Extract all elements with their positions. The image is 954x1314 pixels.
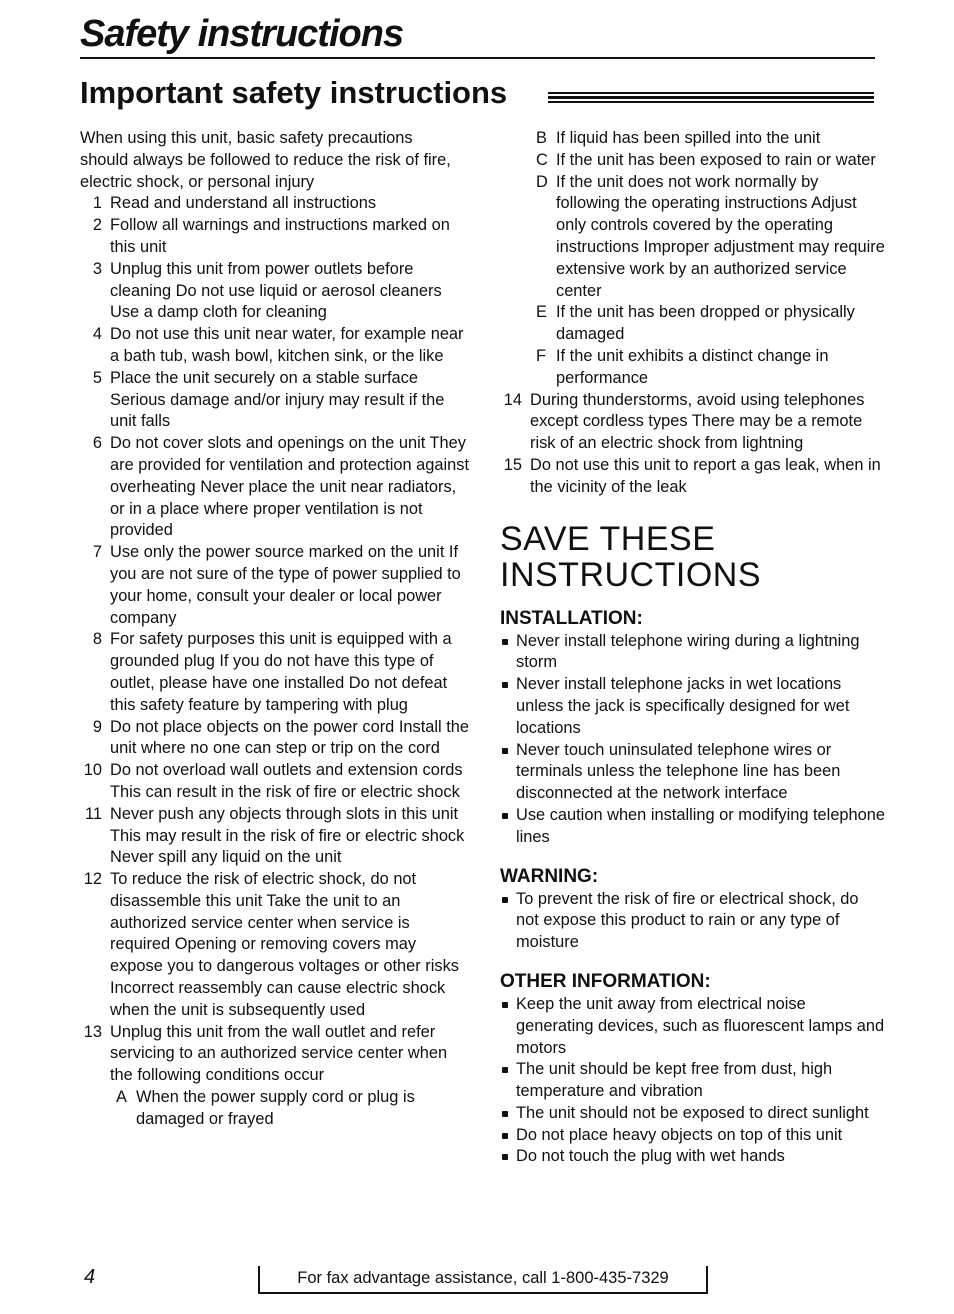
instruction-text: Follow all warnings and instructions marked on this unit [110, 216, 450, 256]
instruction-item-13 [80, 1022, 470, 1131]
instruction-text: Place the unit securely on a stable surface Serious damage and/or injury may result if the unit falls [110, 368, 445, 431]
page-number: 4 [84, 1266, 96, 1288]
condition-item-b [500, 128, 885, 150]
other-information-list [500, 994, 885, 1168]
instruction-item-3 [80, 259, 470, 324]
right-column [500, 128, 885, 1168]
instruction-item-15 [500, 455, 885, 499]
installation-item: Use caution when installing or modifying telephone lines [500, 805, 885, 849]
other-information-item: Keep the unit away from electrical noise generating devices, such as fluorescent lamps and motors [500, 994, 885, 1059]
instruction-number: 6 [92, 434, 102, 453]
condition-letter: F [536, 346, 547, 365]
instruction-item-7 [80, 542, 470, 629]
other-information-item: Do not touch the plug with wet hands [500, 1146, 885, 1168]
condition-text: If the unit has been dropped or physically damaged [556, 303, 855, 344]
instruction-text: During thunderstorms, avoid using telephones except cordless types There may be a remote risk of an electric shock from lightning [530, 390, 865, 453]
instruction-number: 15 [503, 455, 522, 474]
condition-item-f [500, 346, 885, 390]
title-rule [80, 57, 875, 59]
instruction-text: Read and understand all instructions [110, 194, 377, 213]
other-information-item: The unit should be kept free from dust, high temperature and vibration [500, 1059, 885, 1103]
instruction-text: Do not place objects on the power cord Install the unit where no one can step or trip on the cord [110, 717, 469, 758]
installation-item: Never install telephone wiring during a lightning storm [500, 631, 885, 675]
intro-paragraph: When using this unit, basic safety precautions should always be followed to reduce the risk of fire, electric shock, or personal injury [80, 129, 451, 191]
condition-text: If liquid has been spilled into the unit [556, 129, 821, 147]
instruction-text: Do not cover slots and openings on the unit They are provided for ventilation and protection against overheating Never place the unit near radiators, or in a place where proper ventilation is not provided [110, 434, 470, 540]
instruction-number: 4 [92, 325, 102, 344]
page-title: Safety instructions [80, 13, 404, 55]
condition-item-a [110, 1087, 470, 1131]
condition-letter: D [536, 172, 548, 191]
instruction-list [80, 193, 470, 1130]
instruction-item-5 [80, 368, 470, 433]
instruction-number: 7 [92, 543, 102, 562]
condition-list-continued [500, 128, 885, 390]
instruction-item-9 [80, 717, 470, 761]
condition-item-d [500, 172, 885, 303]
warning-heading: WARNING: [500, 865, 599, 887]
condition-text: When the power supply cord or plug is damaged or frayed [136, 1088, 415, 1128]
other-information-item: The unit should not be exposed to direct sunlight [500, 1103, 885, 1125]
instruction-number: 14 [503, 390, 522, 409]
condition-text: If the unit exhibits a distinct change in performance [556, 346, 829, 387]
instruction-item-10 [80, 760, 470, 804]
condition-item-e [500, 302, 885, 346]
left-column [80, 128, 470, 1131]
instruction-item-4 [80, 324, 470, 368]
instruction-text: Unplug this unit from the wall outlet and refer servicing to an authorized service center when the following conditions occur [110, 1022, 448, 1085]
installation-list [500, 631, 885, 849]
instruction-item-2 [80, 215, 470, 259]
instruction-number: 12 [83, 870, 102, 889]
condition-letter: C [536, 150, 548, 169]
instruction-item-14 [500, 390, 885, 455]
instruction-item-12 [80, 869, 470, 1022]
installation-heading: INSTALLATION: [500, 607, 643, 629]
condition-text: If the unit does not work normally by following the operating instructions Adjust only controls covered by the operating instructions Improper adjustment may require extensive work by an authorized service center [556, 172, 885, 300]
instruction-text: Never push any objects through slots in this unit This may result in the risk of fire or electric shock Never spill any liquid on the unit [110, 804, 465, 867]
save-instructions-heading: SAVE THESE INSTRUCTIONS [500, 519, 761, 594]
other-information-item: Do not place heavy objects on top of this unit [500, 1125, 885, 1147]
instruction-number: 9 [92, 717, 102, 736]
condition-list [110, 1087, 470, 1131]
instruction-text: Use only the power source marked on the unit If you are not sure of the type of power supplied to your home, consult your dealer or local power company [110, 543, 461, 627]
condition-letter: E [536, 303, 547, 322]
condition-text: If the unit has been exposed to rain or water [556, 150, 876, 169]
other-information-heading: OTHER INFORMATION: [500, 970, 711, 992]
instruction-number: 2 [92, 216, 102, 235]
instruction-item-1 [80, 193, 470, 215]
instruction-number: 11 [84, 804, 102, 823]
instruction-text: Unplug this unit from power outlets before cleaning Do not use liquid or aerosol cleaners Use a damp cloth for cleaning [110, 259, 442, 322]
installation-item: Never touch uninsulated telephone wires or terminals unless the telephone line has been disconnected at the network interface [500, 740, 885, 805]
instruction-text: To reduce the risk of electric shock, do not disassemble this unit Take the unit to an authorized service center when service is required Opening or removing covers may expose you to dangerous voltages or other risks Incorrect reassembly can cause electric shock when the unit is subsequently used [110, 870, 459, 1019]
instruction-text: Do not use this unit near water, for example near a bath tub, wash bowl, kitchen sink, or the like [110, 325, 464, 365]
instruction-number: 10 [83, 761, 102, 780]
section-title-rules [548, 92, 874, 105]
condition-letter: B [536, 129, 547, 147]
instruction-number: 3 [92, 259, 102, 278]
instruction-text: For safety purposes this unit is equipped with a grounded plug If you do not have this type of outlet, please have one installed Do not defeat this safety feature by tampering with plug [110, 630, 452, 714]
instruction-number: 1 [92, 194, 102, 213]
instruction-item-6 [80, 433, 470, 542]
section-title: Important safety instructions [80, 75, 508, 110]
instruction-text: Do not overload wall outlets and extension cords This can result in the risk of fire or electric shock [110, 761, 463, 801]
instruction-item-8 [80, 629, 470, 716]
instruction-number: 8 [92, 630, 102, 649]
installation-item: Never install telephone jacks in wet locations unless the jack is specifically designed for wet locations [500, 674, 885, 739]
instruction-number: 5 [92, 368, 102, 387]
warning-item: To prevent the risk of fire or electrical shock, do not expose this product to rain or any type of moisture [500, 889, 885, 954]
condition-letter: A [116, 1088, 127, 1107]
instruction-list-continued [500, 390, 885, 499]
instruction-number: 13 [83, 1022, 102, 1041]
instruction-item-11 [80, 804, 470, 869]
fax-assistance-footer: For fax advantage assistance, call 1-800-435-7329 [258, 1266, 708, 1294]
warning-list [500, 889, 885, 954]
condition-item-c [500, 150, 885, 172]
instruction-text: Do not use this unit to report a gas leak, when in the vicinity of the leak [530, 455, 881, 496]
